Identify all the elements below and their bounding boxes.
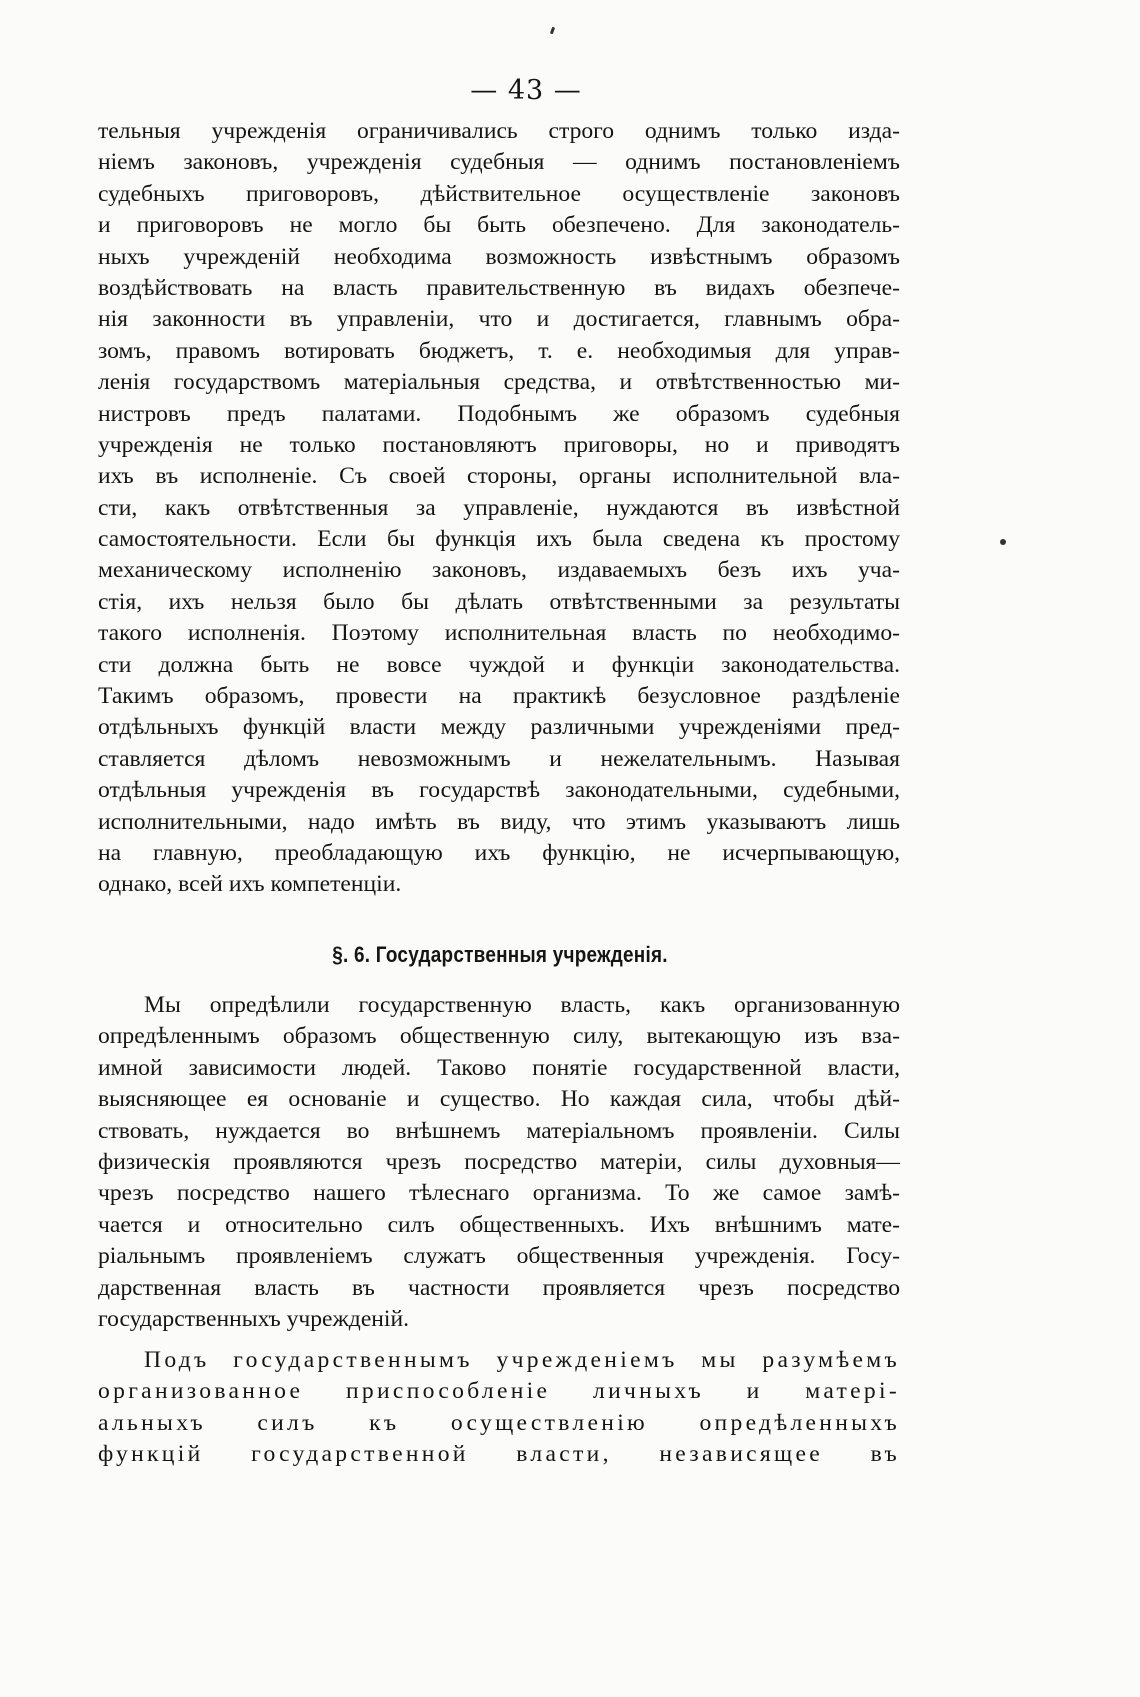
text-line: сти должна быть не вовсе чуждой и функціи законодательства.: [98, 651, 900, 678]
text-line: Подъ государственнымъ учрежденіемъ мы разумѣемъ: [144, 1347, 900, 1373]
text-line: выясняющее ея основаніе и существо. Но каждая сила, чтобы дѣй-: [98, 1086, 900, 1113]
print-speck: [550, 27, 555, 35]
text-line: ихъ въ исполненіе. Съ своей стороны, органы исполнительной вла-: [98, 463, 900, 490]
text-line: судебныхъ приговоровъ, дѣйствительное осуществленіе законовъ: [98, 180, 900, 207]
text-line: ставляется дѣломъ невозможнымъ и нежелательнымъ. Называя: [98, 745, 900, 772]
text-line: физическія проявляются чрезъ посредство матеріи, силы духовныя—: [98, 1148, 900, 1175]
text-line: дарственная власть въ частности проявляется чрезъ посредство: [98, 1274, 900, 1301]
text-line: стія, ихъ нельзя было бы дѣлать отвѣтственными за результаты: [98, 588, 900, 615]
text-line: имной зависимости людей. Таково понятіе государственной власти,: [98, 1054, 900, 1081]
text-line: функцій государственной власти, независящее въ: [98, 1441, 900, 1468]
text-line: ствовать, нуждается во внѣшнемъ матеріальномъ проявленіи. Силы: [98, 1117, 900, 1144]
text-line: воздѣйствовать на власть правительственную въ видахъ обезпече-: [98, 274, 900, 301]
text-line: Такимъ образомъ, провести на практикѣ безусловное раздѣленіе: [98, 683, 900, 710]
text-line: нистровъ предъ палатами. Подобнымъ же образомъ судебныя: [98, 400, 900, 427]
paragraph-continued: [98, 116, 900, 901]
text-line: отдѣльныхъ функцій власти между различными учрежденіями пред-: [98, 714, 900, 741]
text-line: на главную, преобладающую ихъ функцію, не исчерпывающую,: [98, 839, 900, 866]
text-line: учрежденія не только постановляютъ приговоры, но и приводятъ: [98, 431, 900, 458]
print-speck: [1000, 539, 1006, 545]
text-line: ріальнымъ проявленіемъ служатъ общественныя учрежденія. Госу-: [98, 1243, 900, 1270]
text-line: такого исполненія. Поэтому исполнительная власть по необходимо-: [98, 620, 900, 647]
text-line: тельныя учрежденія ограничивались строго однимъ только изда-: [98, 118, 900, 144]
text-line: самостоятельности. Если бы функція ихъ была сведена къ простому: [98, 526, 900, 553]
text-line: чается и относительно силъ общественныхъ. Ихъ внѣшнимъ мате-: [98, 1211, 900, 1238]
text-line: опредѣленнымъ образомъ общественную силу, вытекающую изъ вза-: [98, 1023, 900, 1050]
text-line: альныхъ силъ къ осуществленію опредѣленныхъ: [98, 1409, 900, 1436]
text-line: и приговоровъ не могло бы быть обезпечено. Для законодатель-: [98, 212, 900, 239]
text-line: государственныхъ учрежденій.: [98, 1305, 409, 1332]
text-line: чрезъ посредство нашего тѣлеснаго организма. То же самое замѣ-: [98, 1180, 900, 1207]
text-line: однако, всей ихъ компетенціи.: [98, 871, 402, 898]
text-line: Мы опредѣлили государственную власть, какъ организованную: [144, 992, 900, 1018]
page-number: — 43 —: [470, 75, 582, 106]
paragraph-spaced: [98, 1345, 900, 1471]
text-line: механическому исполненію законовъ, издаваемыхъ безъ ихъ уча-: [98, 557, 900, 584]
section-heading: §. 6. Государственныя учрежденія.: [332, 942, 668, 967]
text-line: сти, какъ отвѣтственныя за управленіе, нуждаются въ извѣстной: [98, 494, 900, 521]
paragraph: [98, 990, 900, 1335]
text-line: зомъ, правомъ вотировать бюджетъ, т. е. необходимыя для управ-: [98, 337, 900, 364]
text-line: ныхъ учрежденій необходима возможность извѣстнымъ образомъ: [98, 243, 900, 270]
text-line: ніемъ законовъ, учрежденія судебныя — однимъ постановленіемъ: [98, 149, 900, 176]
text-line: исполнительными, надо имѣть въ виду, что этимъ указываютъ лишь: [98, 808, 900, 835]
text-line: нія законности въ управленіи, что и достигается, главнымъ обра-: [98, 306, 900, 333]
text-line: отдѣльныя учрежденія въ государствѣ законодательными, судебными,: [98, 777, 900, 804]
text-line: ленія государствомъ матеріальныя средства, и отвѣтственностью ми-: [98, 369, 900, 396]
text-line: организованное приспособленіе личныхъ и матері-: [98, 1378, 900, 1405]
